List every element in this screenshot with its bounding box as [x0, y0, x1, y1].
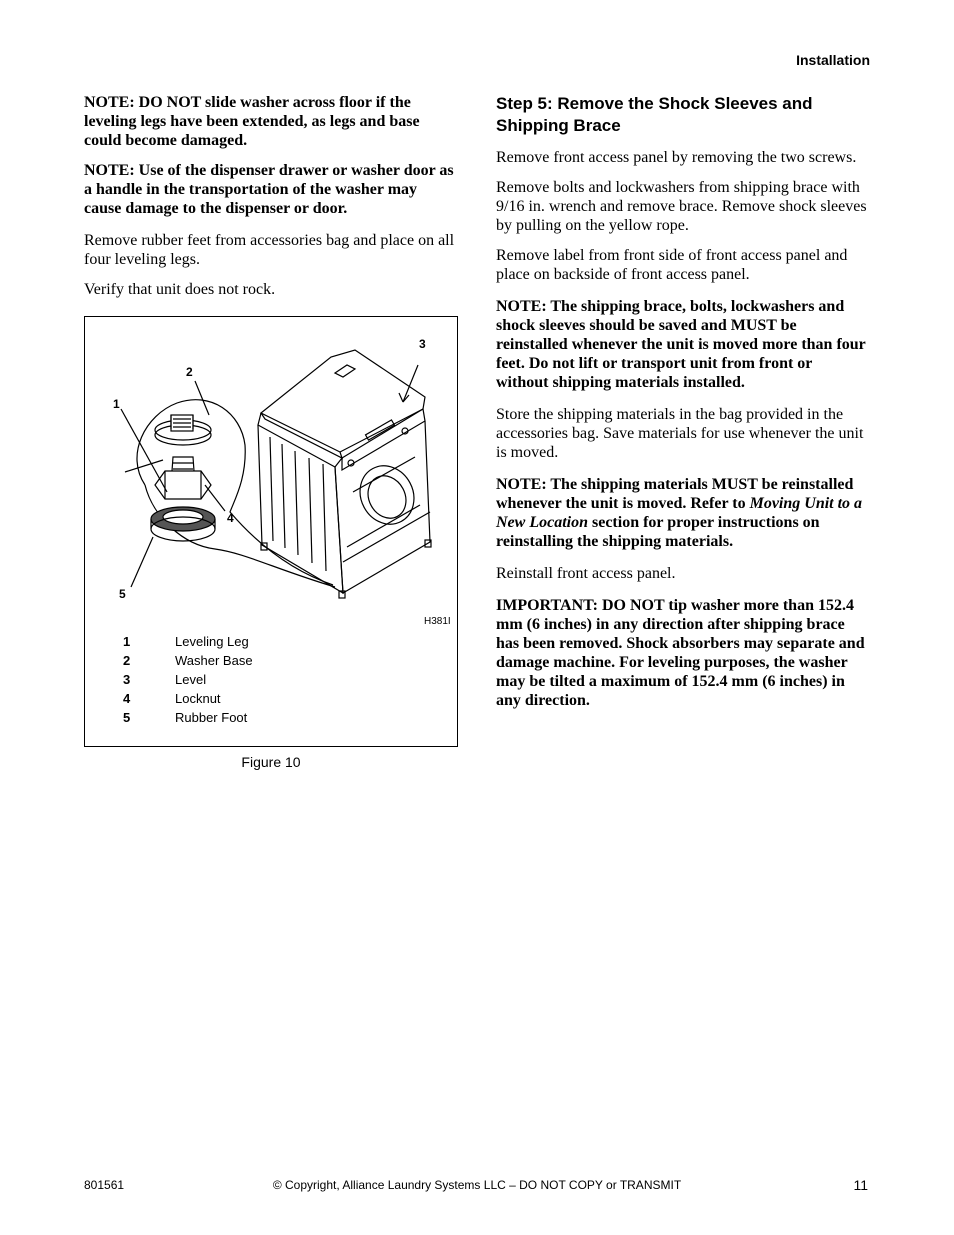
callout-4: 4: [227, 511, 234, 525]
footer-document-number: 801561: [84, 1178, 125, 1192]
legend-label: Leveling Leg: [175, 634, 249, 649]
paragraph-store-materials: Store the shipping materials in the bag provided in the accessories bag. Save materials for use whenever the unit is moved.: [496, 406, 864, 461]
legend-number: 2: [123, 653, 131, 668]
callout-2: 2: [186, 365, 193, 379]
note-reinstall-materials: [496, 475, 868, 551]
figure-code: H381I: [424, 616, 451, 627]
legend-label: Level: [175, 672, 207, 687]
callout-5: 5: [119, 587, 126, 601]
note-dispenser-handle: NOTE: Use of the dispenser drawer or washer door as a handle in the transportation of the washer may cause damage to the dispenser or door.: [84, 162, 454, 217]
left-column: [84, 93, 458, 310]
legend-number: 1: [123, 634, 131, 649]
section-header: Installation: [796, 52, 870, 68]
important-tip-warning: IMPORTANT: DO NOT tip washer more than 152.4 mm (6 inches) in any direction after shipping brace has been removed. Shock absorbers may separate and damage machine. For leveling purposes, the washer may be tilted a maximum of 152.4 mm (6 inches) in any direction.: [496, 597, 865, 709]
cross-reference-link: Moving Unit to a New Location: [496, 495, 863, 531]
legend-row: [123, 691, 253, 710]
note-text-end: section for proper instructions on reinstalling the shipping materials.: [496, 514, 820, 550]
page-number: 11: [853, 1177, 868, 1193]
legend-row: [123, 653, 253, 672]
callout-3: 3: [419, 337, 426, 351]
right-column: [496, 93, 868, 721]
callout-1: 1: [113, 397, 120, 411]
note-do-not-slide: NOTE: DO NOT slide washer across floor if the leveling legs have been extended, as legs and base could become damaged.: [84, 94, 420, 149]
paragraph-verify-rock: Verify that unit does not rock.: [84, 281, 276, 298]
legend-label: Locknut: [175, 691, 221, 706]
figure-legend: [123, 634, 253, 729]
legend-row: [123, 634, 253, 653]
note-text-start: NOTE: The shipping materials MUST be reinstalled whenever the unit is moved. Refer to: [496, 476, 854, 512]
note-shipping-brace: NOTE: The shipping brace, bolts, lockwashers and shock sleeves should be saved and MUST be reinstalled whenever the unit is moved more than four feet. Do not lift or transport unit from front or without shipping materials installed.: [496, 298, 866, 391]
legend-number: 4: [123, 691, 131, 706]
legend-label: Washer Base: [175, 653, 253, 668]
legend-label: Rubber Foot: [175, 710, 248, 725]
figure-caption: Figure 10: [241, 754, 301, 770]
paragraph-remove-bolts: Remove bolts and lockwashers from shipping brace with 9/16 in. wrench and remove brace. Remove shock sleeves by pulling on the yellow rope.: [496, 179, 867, 234]
figure-10-box: [84, 316, 458, 747]
legend-number: 5: [123, 710, 131, 725]
paragraph-reinstall-panel: Reinstall front access panel.: [496, 565, 676, 582]
paragraph-remove-label: Remove label from front side of front access panel and place on backside of front access panel.: [496, 247, 848, 283]
paragraph-rubber-feet: Remove rubber feet from accessories bag and place on all four leveling legs.: [84, 232, 455, 268]
legend-row: [123, 710, 253, 729]
paragraph-front-panel: Remove front access panel by removing the two screws.: [496, 149, 857, 166]
legend-number: 3: [123, 672, 131, 687]
legend-row: [123, 672, 253, 691]
step-heading: Step 5: Remove the Shock Sleeves and Shipping Brace: [496, 94, 813, 135]
footer-copyright: © Copyright, Alliance Laundry Systems LLC – DO NOT COPY or TRANSMIT: [272, 1178, 682, 1192]
